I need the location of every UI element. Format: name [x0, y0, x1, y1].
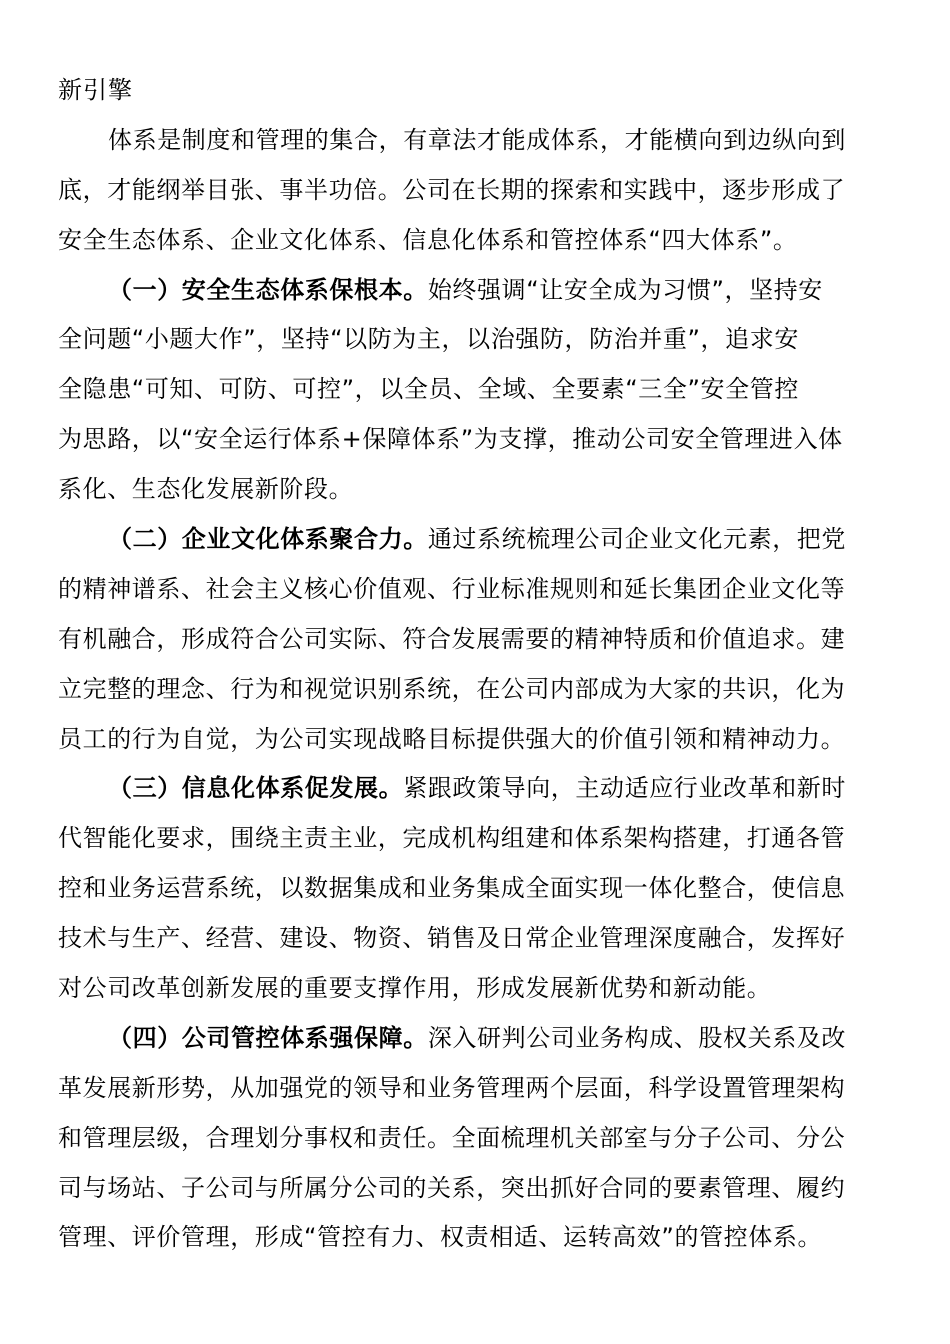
- paragraph-line: 革发展新形势，从加强党的领导和业务管理两个层面，科学设置管理架构: [58, 1073, 846, 1102]
- paragraph-text: 通过系统梳理公司企业文化元素，把党: [427, 525, 847, 554]
- paragraph-first-line: [58, 266, 894, 316]
- paragraph-governance: [58, 1014, 894, 1263]
- paragraph-line: 对公司改革创新发展的重要支撑作用，形成发展新优势和新动能。: [58, 974, 772, 1003]
- paragraph-line: 系化、生态化发展新阶段。: [58, 475, 354, 504]
- paragraph-line: 立完整的理念、行为和视觉识别系统，在公司内部成为大家的共识，化为: [58, 674, 846, 703]
- paragraph-intro: [58, 116, 894, 266]
- paragraph-culture: [58, 515, 894, 764]
- paragraph-line: 的精神谱系、社会主义核心价值观、行业标准规则和延长集团企业文化等: [58, 574, 846, 603]
- paragraph-line: 管理、评价管理，形成“管控有力、权责相适、运转高效”的管控体系。: [58, 1223, 823, 1252]
- paragraph-line: 司与场站、子公司与所属分公司的关系，突出抓好合同的要素管理、履约: [58, 1173, 846, 1202]
- paragraph-line: 底，才能纲举目张、事半功倍。公司在长期的探索和实践中，逐步形成了: [58, 175, 846, 204]
- paragraph-heading: （二）企业文化体系聚合力。: [108, 525, 428, 554]
- paragraph-line: 有机融合，形成符合公司实际、符合发展需要的精神特质和价值追求。建: [58, 624, 846, 653]
- paragraph-line: 安全生态体系、企业文化体系、信息化体系和管控体系“四大体系”。: [58, 225, 798, 254]
- paragraph-heading: （四）公司管控体系强保障。: [108, 1023, 428, 1052]
- paragraph-heading: （三）信息化体系促发展。: [108, 774, 404, 803]
- paragraph-line: 和管理层级，合理划分事权和责任。全面梳理机关部室与分子公司、分公: [58, 1123, 846, 1152]
- title-fragment: 新引擎: [58, 76, 133, 104]
- document-page: [58, 66, 894, 1263]
- paragraph-line: 体系是制度和管理的集合，有章法才能成体系，才能横向到边纵向到: [108, 125, 846, 154]
- paragraph-line: 员工的行为自觉，为公司实现战略目标提供强大的价值引领和精神动力。: [58, 724, 846, 753]
- paragraph-information: [58, 764, 894, 1013]
- paragraph-line: 控和业务运营系统，以数据集成和业务集成全面实现一体化整合，使信息: [58, 874, 846, 903]
- paragraph-first-line: [58, 1014, 894, 1064]
- paragraph-heading: （一）安全生态体系保根本。: [108, 275, 428, 304]
- paragraph-first-line: [58, 515, 894, 565]
- paragraph-first-line: [58, 764, 894, 814]
- paragraph-line: 全隐患“可知、可防、可控”，以全员、全域、全要素“三全”安全管控: [58, 375, 799, 404]
- paragraph-text: 深入研判公司业务构成、股权关系及改: [427, 1023, 847, 1052]
- paragraph-safety: [58, 266, 894, 515]
- paragraph-line: 为思路，以“安全运行体系+保障体系”为支撑，推动公司安全管理进入体: [58, 425, 843, 454]
- paragraph-line: 代智能化要求，围绕主责主业，完成机构组建和体系架构搭建，打通各管: [58, 824, 846, 853]
- paragraph-text: 始终强调“让安全成为习惯”，坚持安: [427, 275, 823, 304]
- paragraph-line: 全问题“小题大作”，坚持“以防为主，以治强防，防治并重”，追求安: [58, 325, 799, 354]
- paragraph-text: 紧跟政策导向，主动适应行业改革和新时: [403, 774, 847, 803]
- paragraph-line: 技术与生产、经营、建设、物资、销售及日常企业管理深度融合，发挥好: [58, 924, 846, 953]
